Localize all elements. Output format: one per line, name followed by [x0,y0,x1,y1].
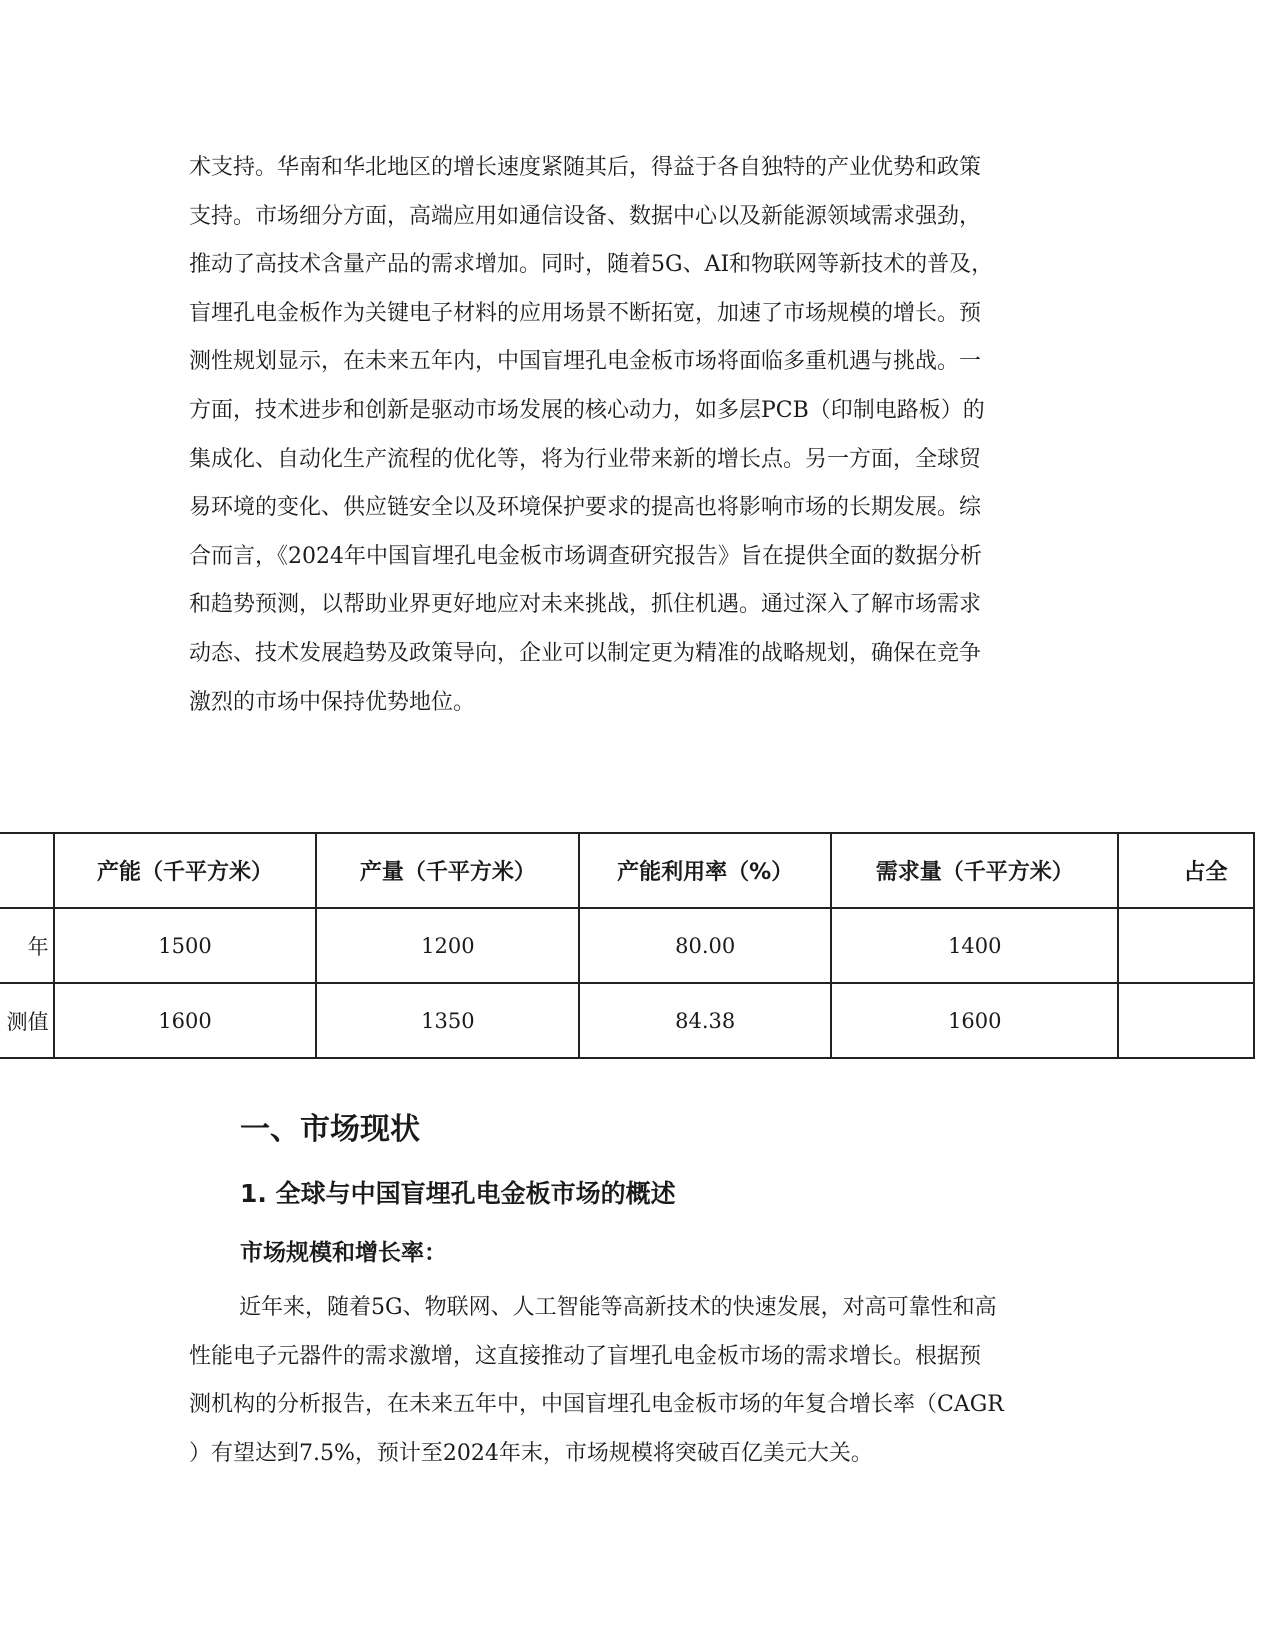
text-line: 术支持。华南和华北地区的增长速度紧随其后，得益于各自独特的产业优势和政策 [189,155,982,180]
table-row [0,908,1254,983]
header-cell: 产能利用率（%） [579,833,831,908]
text-line: 集成化、自动化生产流程的优化等，将为行业带来新的增长点。另一方面，全球贸 [189,446,982,472]
subsection-heading: 1. 全球与中国盲埋孔电金板市场的概述 [240,1179,676,1208]
text-line: ）有望达到7.5%，预计至2024年末，市场规模将突破百亿美元大关。 [189,1440,873,1466]
capacity-table [0,832,1255,1059]
row-label-cell: 测值 [0,983,54,1058]
header-cell [0,833,54,908]
header-cell: 需求量（千平方米） [831,833,1118,908]
text-line: 激烈的市场中保持优势地位。 [189,689,476,715]
table-header-row [0,833,1254,908]
table-cell: 84.38 [579,983,831,1058]
text-line: 和趋势预测，以帮助业界更好地应对未来挑战，抓住机遇。通过深入了解市场需求 [189,592,982,618]
table-cell: 1350 [316,983,579,1058]
table-cell: 1600 [54,983,317,1058]
text-line: 合而言，《2024年中国盲埋孔电金板市场调查研究报告》旨在提供全面的数据分析 [189,543,982,569]
intro-paragraph [189,144,1089,727]
row-label-cell: 年 [0,908,54,983]
text-line: 易环境的变化、供应链安全以及环境保护要求的提高也将影响市场的长期发展。综 [189,495,982,521]
table-cell: 1600 [831,983,1118,1058]
table-cell [1118,983,1254,1058]
text-line: 测机构的分析报告，在未来五年中，中国盲埋孔电金板市场的年复合增长率（CAGR [189,1392,1004,1418]
text-line: 性能电子元器件的需求激增，这直接推动了盲埋孔电金板市场的需求增长。根据预 [189,1343,982,1369]
table-cell: 1500 [54,908,317,983]
header-cell: 产能（千平方米） [54,833,317,908]
text-line: 方面，技术进步和创新是驱动市场发展的核心动力，如多层PCB（印制电路板）的 [189,397,985,423]
table-cell: 80.00 [579,908,831,983]
header-cell: 产量（千平方米） [316,833,579,908]
text-line: 近年来，随着5G、物联网、人工智能等高新技术的快速发展，对高可靠性和高 [239,1295,997,1320]
text-line: 推动了高技术含量产品的需求增加。同时，随着5G、AI和物联网等新技术的普及， [189,252,994,278]
market-paragraph [189,1284,1089,1478]
text-line: 盲埋孔电金板作为关键电子材料的应用场景不断拓宽，加速了市场规模的增长。预 [189,300,982,326]
table-cell: 1400 [831,908,1118,983]
text-line: 测性规划显示，在未来五年内，中国盲埋孔电金板市场将面临多重机遇与挑战。一 [189,349,982,375]
topic-heading: 市场规模和增长率： [240,1240,447,1266]
text-line: 支持。市场细分方面，高端应用如通信设备、数据中心以及新能源领域需求强劲， [189,203,982,229]
section-heading: 一、市场现状 [240,1112,420,1147]
header-cell: 占全 [1118,833,1254,908]
table-row [0,983,1254,1058]
table-cell: 1200 [316,908,579,983]
text-line: 动态、技术发展趋势及政策导向，企业可以制定更为精准的战略规划，确保在竞争 [189,640,982,666]
table-cell [1118,908,1254,983]
